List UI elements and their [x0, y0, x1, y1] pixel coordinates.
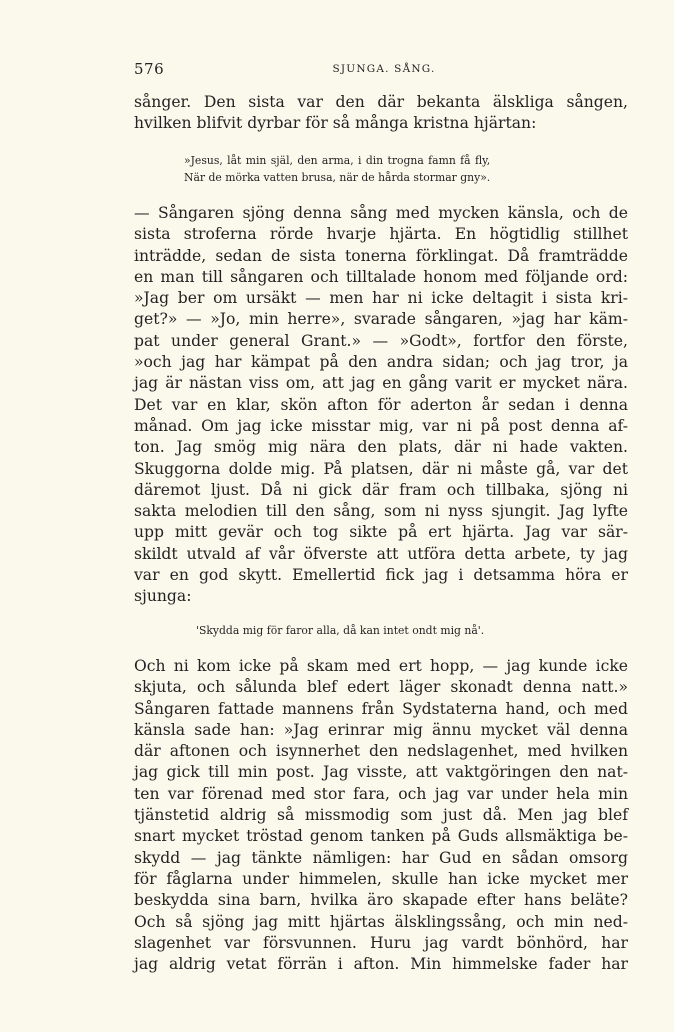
text-line: sakta melodien till den sång, som ni nyss sjungit. Jag lyfte [134, 502, 628, 521]
text-line: sånger. Den sista var den där bekanta älskliga sången, [134, 93, 628, 111]
text-line: där aftonen och isynnerhet den nedslagenhet, med hvilken [134, 742, 628, 761]
page-header [134, 60, 628, 84]
text-line: Det var en klar, skön afton för aderton år sedan i denna [134, 395, 628, 414]
text-line: jag är nästan viss om, att jag en gång varit er mycket nära. [134, 374, 628, 393]
paragraph-3 [134, 656, 628, 975]
paragraph-2 [134, 203, 628, 608]
page-number: 576 [134, 60, 165, 78]
text-line: Och ni kom icke på skam med ert hopp, — jag kunde icke [134, 657, 628, 675]
text-line: jag gick till min post. Jag visste, att vaktgöringen den nat- [134, 763, 628, 782]
text-line: slagenhet var försvunnen. Huru jag vardt bönhörd, har [134, 933, 628, 952]
verse-line: 'Skydda mig för faror alla, då kan intet ondt mig nå'. [196, 624, 485, 637]
verse-line: När de mörka vatten brusa, när de hårda stormar gny». [184, 171, 491, 184]
text-line: för fåglarna under himmelen, skulle han icke mycket mer [134, 869, 628, 888]
text-line: Sångaren fattade mannens från Sydstaterna hand, och med [134, 699, 628, 718]
text-line: däremot ljust. Då ni gick där fram och tillbaka, sjöng ni [134, 480, 628, 499]
text-line: känsla sade han: »Jag erinrar mig ännu mycket väl denna [134, 720, 628, 739]
verse-1 [184, 152, 490, 186]
text-line: snart mycket tröstad genom tanken på Guds allsmäktiga be- [134, 827, 628, 846]
text-line: Och så sjöng jag mitt hjärtas älsklingssång, och min ned- [134, 912, 628, 931]
text-line: hvilken blifvit dyrbar för så många kristna hjärtan: [134, 114, 537, 133]
text-line: ten var förenad med stor fara, och jag var under hela min [134, 784, 628, 803]
text-line: månad. Om jag icke misstar mig, var ni på post denna af- [134, 416, 628, 435]
running-head: SJUNGA. SÅNG. [332, 63, 436, 75]
verse-2 [196, 622, 484, 639]
text-line: en man till sångaren och tilltalade honom med följande ord: [134, 267, 628, 286]
text-line: skjuta, och sålunda blef edert läger skonadt denna natt.» [134, 678, 628, 697]
text-line: beskydda sina barn, hvilka äro skapade efter hans beläte? [134, 891, 628, 910]
text-line: inträdde, sedan de sista tonerna förklingat. Då framträdde [134, 246, 628, 265]
text-line: sista stroferna rörde hvarje hjärta. En högtidlig stillhet [134, 225, 628, 244]
text-line: jag aldrig vetat förrän i afton. Min himmelske fader har [134, 955, 628, 974]
text-line: var en god skytt. Emellertid fick jag i detsamma höra er [134, 566, 628, 585]
text-line: upp mitt gevär och tog sikte på ert hjärta. Jag var sär- [134, 523, 628, 542]
text-line: get?» — »Jo, min herre», svarade sångaren, »jag har käm- [134, 310, 628, 329]
text-line: tjänstetid aldrig så missmodig som just då. Men jag blef [134, 806, 628, 825]
text-line: ton. Jag smög mig nära den plats, där ni hade vakten. [134, 438, 628, 457]
text-line: »Jag ber om ursäkt — men har ni icke deltagit i sista kri- [134, 289, 628, 308]
text-line: pat under general Grant.» — »Godt», fortfor den förste, [134, 331, 628, 350]
text-line: sjunga: [134, 587, 192, 606]
text-line: Skuggorna dolde mig. På platsen, där ni måste gå, var det [134, 459, 628, 478]
text-line: skydd — jag tänkte nämligen: har Gud en sådan omsorg [134, 848, 628, 867]
verse-line: »Jesus, låt min själ, den arma, i din trogna famn få fly, [184, 154, 491, 167]
paragraph-1 [134, 92, 628, 135]
text-line: »och jag har kämpat på den andra sidan; och jag tror, ja [134, 353, 628, 372]
text-line: — Sångaren sjöng denna sång med mycken känsla, och de [134, 204, 628, 222]
text-line: skildt utvald af vår öfverste att utföra detta arbete, ty jag [134, 544, 628, 563]
